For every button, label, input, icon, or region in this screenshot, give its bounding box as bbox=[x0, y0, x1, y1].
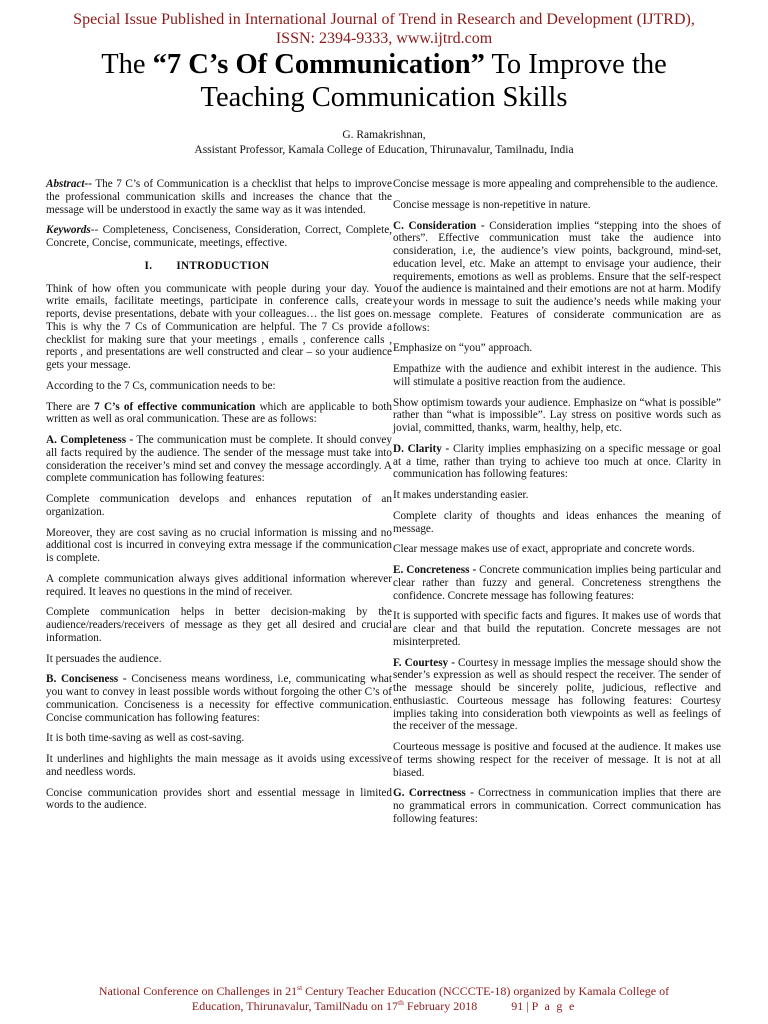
completeness-point-5: It persuades the audience. bbox=[46, 652, 162, 665]
journal-header-line1: Special Issue Published in International Journal of Trend in Research and Development (IJTRD), bbox=[73, 11, 695, 28]
keywords bbox=[46, 224, 392, 250]
paper-title-line1 bbox=[0, 48, 768, 81]
page-label: P a g e bbox=[531, 998, 577, 1013]
courtesy-paragraph bbox=[393, 657, 721, 734]
journal-header-line2: ISSN: 2394-9333, www.ijtrd.com bbox=[275, 30, 493, 47]
author-block bbox=[0, 128, 768, 158]
author-affiliation: Assistant Professor, Kamala College of Education, Thirunavalur, Tamilnadu, India bbox=[194, 144, 574, 156]
conciseness-point-4: Concise message is more appealing and comprehensible to the audience. bbox=[393, 178, 718, 190]
completeness-point-4: Complete communication helps in better decision-making by the audience/readers/receivers of message as they get all desired and crucial information. bbox=[46, 606, 392, 644]
conciseness-paragraph bbox=[46, 673, 392, 724]
footer-line2-sup: th bbox=[398, 997, 404, 1007]
consideration-point-3: Show optimism towards your audience. Emphasize on “what is possible” rather than “what is impossible”. Lay stress on positive words such as jovial, committed, thanks, warm, healthy, help, etc. bbox=[393, 396, 721, 434]
courtesy-point-1: Courteous message is positive and focused at the audience. It makes use of terms showing respect for the receiver of message. It is not at all biased. bbox=[393, 741, 721, 779]
page-separator: | bbox=[523, 998, 532, 1013]
author-name: G. Ramakrishnan, bbox=[342, 129, 426, 141]
completeness-point-2: Moreover, they are cost saving as no crucial information is missing and no additional cost is incurred in conveying extra message if the communication is complete. bbox=[46, 526, 392, 564]
conciseness-point-1: It is both time-saving as well as cost-saving. bbox=[46, 732, 245, 745]
concreteness-point-1: It is supported with specific facts and figures. It makes use of words that are clear and that build the reputation. Concrete messages are not misinterpreted. bbox=[393, 610, 721, 648]
conference-footer bbox=[0, 984, 768, 1013]
consideration-point-1: Emphasize on “you” approach. bbox=[393, 342, 533, 355]
conciseness-point-5: Concise message is non-repetitive in nature. bbox=[393, 198, 591, 211]
intro-p3-post: which are applicable to both written as well as oral communication. These are as follows: bbox=[46, 400, 392, 426]
completeness-point-3: A complete communication always gives additional information wherever required. It leaves no questions in the mind of receiver. bbox=[46, 572, 392, 598]
left-column bbox=[46, 178, 392, 820]
keywords-text: -- Completeness, Conciseness, Consideration, Correct, Complete, Concrete, Concise, communicate, meetings, effective. bbox=[46, 224, 392, 249]
intro-paragraph-2: According to the 7 Cs, communication needs to be: bbox=[46, 379, 276, 392]
abstract bbox=[46, 178, 392, 216]
paper-title-line2: Teaching Communication Skills bbox=[200, 82, 568, 113]
right-column bbox=[393, 178, 721, 834]
abstract-label: Abstract-- bbox=[46, 178, 92, 190]
conciseness-point-2: It underlines and highlights the main message as it avoids using excessive and needless words. bbox=[46, 753, 392, 778]
correctness-label: G. Correctness - bbox=[393, 787, 474, 800]
footer-line1-sup: st bbox=[297, 983, 303, 992]
keywords-label: Keywords bbox=[46, 224, 91, 237]
conciseness-label: B. Conciseness - bbox=[46, 673, 127, 686]
concreteness-paragraph bbox=[393, 564, 721, 602]
paper-title bbox=[0, 48, 768, 114]
abstract-text: The 7 C’s of Communication is a checklist that helps to improve the professional communication skills and increases the chance that the message will be understood in exactly the same way as it was intended. bbox=[46, 178, 392, 216]
footer-line2-post: February 2018 bbox=[403, 998, 478, 1013]
consideration-point-2: Empathize with the audience and exhibit interest in the audience. This will stimulate a positive reaction from the audience. bbox=[393, 363, 721, 388]
completeness-label: A. Completeness - bbox=[46, 434, 134, 446]
footer-line1-pre: National Conference on Challenges in 21 bbox=[98, 984, 298, 998]
concreteness-label: E. Concreteness - bbox=[393, 564, 477, 576]
title-post: To Improve the bbox=[484, 49, 667, 80]
consideration-label: C. Consideration - bbox=[393, 219, 485, 232]
clarity-point-3: Clear message makes use of exact, appropriate and concrete words. bbox=[393, 543, 695, 556]
footer-line1 bbox=[0, 984, 768, 999]
section-heading bbox=[46, 260, 392, 273]
intro-paragraph-1: Think of how often you communicate with people during your day. You write emails, facilitate meetings, participate in conference calls, create reports, devise presentations, debate with your colleagues… the list goes on. This is why the 7 Cs of Communication are helpful. The 7 Cs provide a checklist for making sure that your meetings , emails , conference calls , reports , and presentations are well constructed and clear – so your audience gets your message. bbox=[46, 282, 392, 371]
clarity-label: D. Clarity - bbox=[393, 442, 450, 455]
journal-header bbox=[0, 10, 768, 48]
footer-line2-pre: Education, Thirunavalur, TamilNadu on 17 bbox=[191, 998, 399, 1013]
section-number: I. bbox=[144, 259, 153, 272]
conciseness-point-3: Concise communication provides short and essential message in limited words to the audience. bbox=[46, 786, 392, 812]
page-number-block bbox=[511, 999, 576, 1013]
consideration-paragraph bbox=[393, 220, 721, 335]
completeness-paragraph bbox=[46, 434, 392, 485]
clarity-paragraph bbox=[393, 443, 721, 481]
completeness-point-1: Complete communication develops and enhances reputation of an organization. bbox=[46, 493, 392, 518]
title-bold: “7 C’s Of Communication” bbox=[152, 49, 485, 80]
courtesy-label: F. Courtesy - bbox=[393, 656, 455, 669]
conciseness-text: Conciseness means wordiness, i.e, communicating what you want to convey in least possible words without forgoing the other C’s of communication. Conciseness is a necessity for effective communication. Concise communication has following features: bbox=[46, 673, 392, 724]
section-title: INTRODUCTION bbox=[176, 259, 270, 272]
intro-p3-bold: 7 C’s of effective communication bbox=[94, 400, 256, 413]
clarity-point-2: Complete clarity of thoughts and ideas enhances the meaning of message. bbox=[393, 509, 721, 535]
correctness-text: Correctness in communication implies that there are no grammatical errors in communication. Correct communication has following features: bbox=[393, 787, 721, 825]
intro-paragraph-3 bbox=[46, 401, 392, 427]
clarity-point-1: It makes understanding easier. bbox=[393, 489, 529, 501]
intro-p3-pre: There are bbox=[46, 400, 95, 413]
consideration-text: Consideration implies “stepping into the shoes of others”. Effective communication must take the audience into consideration, i.e, the audience’s view points, background, mind-set, education level, etc. Make an attempt to envisage your audience, their requirements, emotions as well as problems. Ensure that the self-respect of the audience is maintained and their emotions are not at harm. Modify your words in message to suit the audience’s needs while making your message complete. Features of considerate communication are as follows: bbox=[393, 219, 721, 334]
title-pre: The bbox=[101, 49, 153, 80]
courtesy-text: Courtesy in message implies the message should show the sender’s expression as well as should respect the receiver. The sender of the message should be sincerely polite, judicious, reflective and enthusiastic. Courteous message has following features: Courtesy implies taking into consideration both viewpoints as well as feelings of the receiver of the message. bbox=[393, 656, 722, 733]
page-number: 91 bbox=[511, 998, 524, 1013]
footer-line1-post: Century Teacher Education (NCCCTE-18) organized by Kamala College of bbox=[302, 984, 670, 998]
footer-line2 bbox=[0, 999, 768, 1014]
completeness-text: The communication must be complete. It should convey all facts required by the audience. The sender of the message must take into consideration the receiver’s mind set and convey the message accordingly. A complete communication has following features: bbox=[46, 434, 392, 485]
concreteness-text: Concrete communication implies being particular and clear rather than fuzzy and general. Concreteness strengthens the confidence. Concrete message has following features: bbox=[393, 564, 721, 602]
correctness-paragraph bbox=[393, 787, 721, 825]
clarity-text: Clarity implies emphasizing on a specific message or goal at a time, rather than trying to achieve too much at once. Clarity in communication has following features: bbox=[393, 442, 721, 481]
